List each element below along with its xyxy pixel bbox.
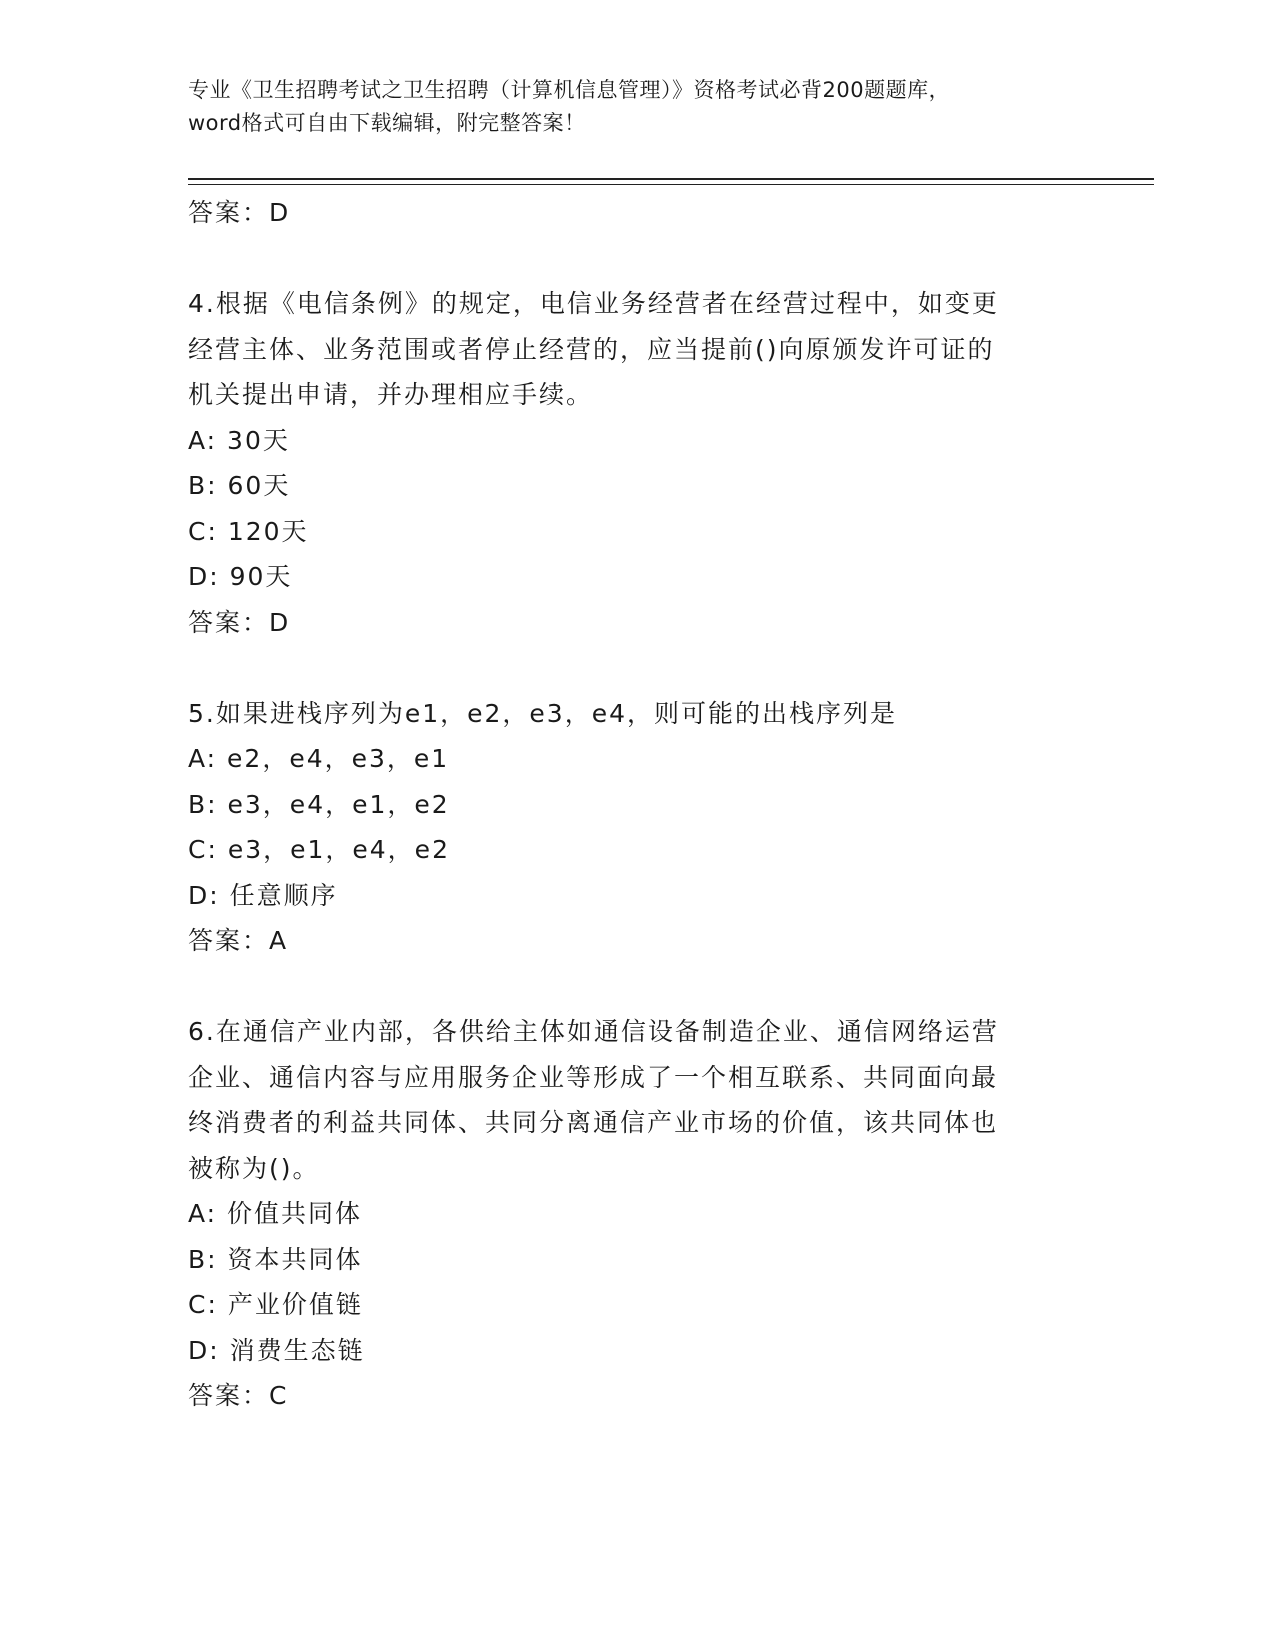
question-5 — [188, 691, 1068, 964]
header-line-1: 专业《卫生招聘考试之卫生招聘（计算机信息管理）》资格考试必背200题题库， — [188, 78, 951, 102]
question-stem-line: 被称为()。 — [188, 1153, 320, 1183]
option-c: C: e3，e1，e4，e2 — [188, 835, 450, 864]
question-answer: 答案：A — [188, 926, 289, 955]
header-divider-thin — [188, 184, 1154, 185]
question-stem-line: 6.在通信产业内部，各供给主体如通信设备制造企业、通信网络运营 — [188, 1017, 999, 1046]
option-c: C: 120天 — [188, 516, 309, 546]
header-divider-thick — [188, 178, 1154, 180]
question-answer: 答案：D — [188, 607, 291, 637]
question-stem-line: 机关提出申请，并办理相应手续。 — [188, 380, 594, 409]
document-body — [188, 190, 1068, 1419]
option-d: D: 消费生态链 — [188, 1335, 365, 1365]
question-answer: 答案：C — [188, 1381, 289, 1410]
question-stem-line: 经营主体、业务范围或者停止经营的，应当提前()向原颁发许可证的 — [188, 334, 995, 364]
question-stem-line: 企业、通信内容与应用服务企业等形成了一个相互联系、共同面向最 — [188, 1062, 999, 1092]
option-d: D: 90天 — [188, 562, 293, 591]
header-line-2: word格式可自由下载编辑，附完整答案！ — [188, 111, 586, 135]
option-b: B: 60天 — [188, 471, 291, 500]
question-stem-line: 4.根据《电信条例》的规定，电信业务经营者在经营过程中，如变更 — [188, 289, 999, 318]
option-a: A: 30天 — [188, 425, 290, 455]
option-a: A: 价值共同体 — [188, 1199, 363, 1228]
question-stem-line: 终消费者的利益共同体、共同分离通信产业市场的价值，该共同体也 — [188, 1108, 999, 1137]
option-c: C: 产业价值链 — [188, 1290, 363, 1319]
question-4 — [188, 281, 1068, 645]
question-6 — [188, 1009, 1068, 1419]
option-b: B: 资本共同体 — [188, 1244, 363, 1274]
option-b: B: e3，e4，e1，e2 — [188, 789, 450, 819]
previous-answer: 答案：D — [188, 198, 291, 227]
option-d: D: 任意顺序 — [188, 880, 338, 910]
option-a: A: e2，e4，e3，e1 — [188, 744, 450, 773]
question-stem-line: 5.如果进栈序列为e1，e2，e3，e4，则可能的出栈序列是 — [188, 698, 898, 728]
document-header — [188, 74, 1088, 140]
